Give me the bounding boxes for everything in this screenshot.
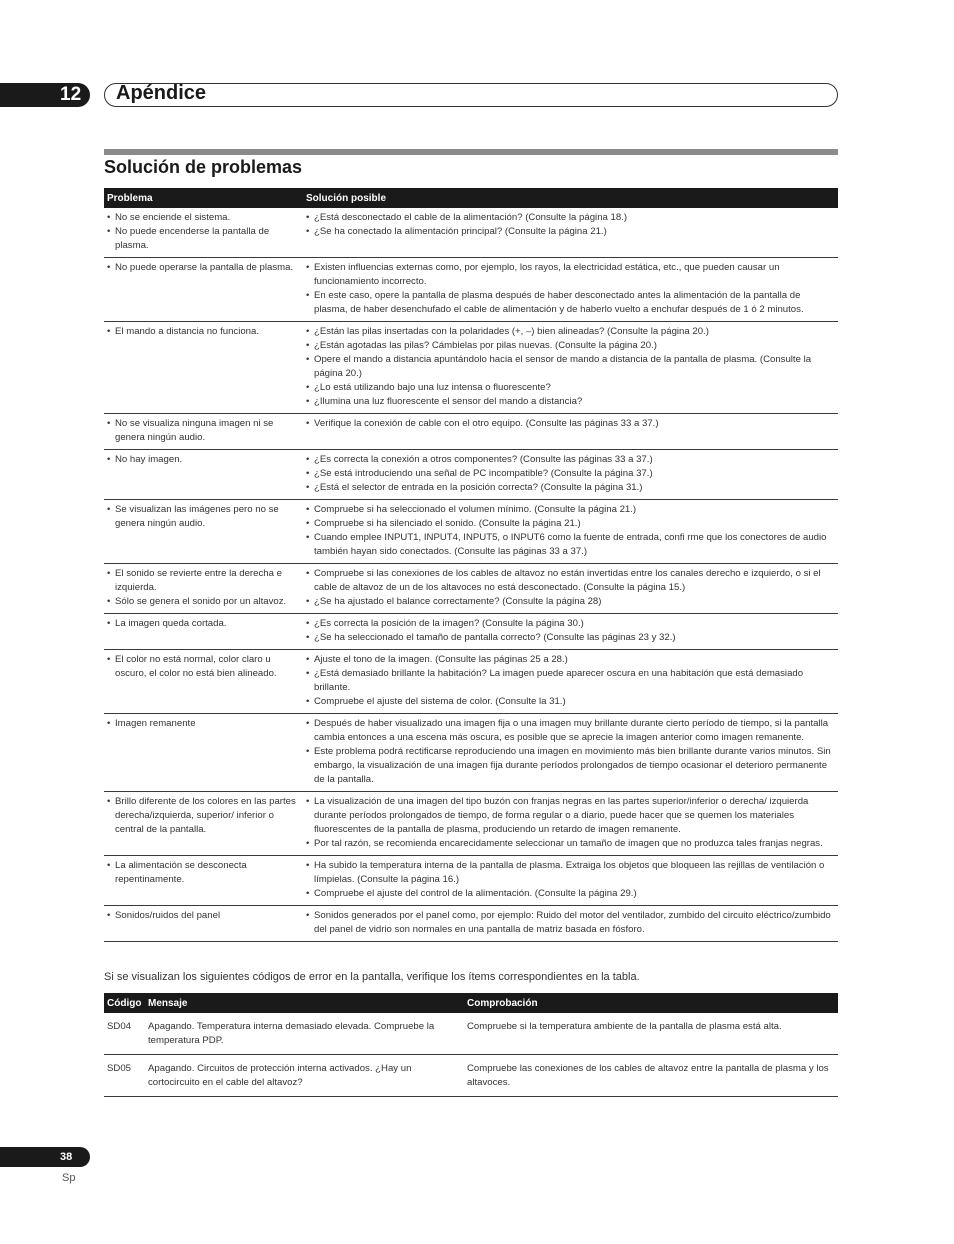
table-row xyxy=(104,792,838,856)
section-title: Solución de problemas xyxy=(104,157,303,177)
problem-item: • No puede encenderse la pantalla de plasma. xyxy=(107,225,300,253)
problem-cell xyxy=(104,322,303,414)
table-row xyxy=(104,500,838,564)
solution-list xyxy=(306,503,835,559)
problem-cell xyxy=(104,414,303,450)
error-codes-table xyxy=(104,993,838,1097)
solution-item: • Ha subido la temperatura interna de la pantalla de plasma. Extraiga los objetos que bloqueen las rejillas de ventilación o límpielas. (Consulte la página 16.) xyxy=(306,859,835,887)
solution-list xyxy=(306,417,835,431)
problem-list xyxy=(107,325,300,339)
problem-cell xyxy=(104,792,303,856)
table-row xyxy=(104,1013,838,1055)
solution-cell xyxy=(303,614,838,650)
solution-item: • ¿Es correcta la conexión a otros componentes? (Consulte las páginas 33 a 37.) xyxy=(306,453,835,467)
solution-list xyxy=(306,261,835,317)
column-header-solution: Solución posible xyxy=(303,188,838,208)
solution-item: • Por tal razón, se recomienda encarecidamente seleccionar un tamaño de imagen que no produzca tales franjas negras. xyxy=(306,837,835,851)
problem-cell xyxy=(104,856,303,906)
table-row xyxy=(104,906,838,942)
table-row xyxy=(104,650,838,714)
solution-item: • En este caso, opere la pantalla de plasma después de haber desconectado antes la alimentación de la pantalla de plasma, de haber desenchufado el cable de alimentación y de haberlo vuelto a enchufar después de 1 ó 2 minutos. xyxy=(306,289,835,317)
problem-list xyxy=(107,795,300,837)
problem-cell xyxy=(104,906,303,942)
solution-item: • Este problema podrá rectificarse reproduciendo una imagen en movimiento más bien brillante durante varios minutos. Sin embargo, la visualización de una imagen fija durante períodos prolongados de tiempo ocasionar el deterioro permanente de la pantalla. xyxy=(306,745,835,787)
problem-list xyxy=(107,717,300,731)
solution-item: • Ajuste el tono de la imagen. (Consulte las páginas 25 a 28.) xyxy=(306,653,835,667)
problem-list xyxy=(107,417,300,445)
problem-item: • Brillo diferente de los colores en las partes derecha/izquierda, superior/ inferior o central de la pantalla. xyxy=(107,795,300,837)
solution-list xyxy=(306,795,835,851)
solution-item: • Verifique la conexión de cable con el otro equipo. (Consulte las páginas 33 a 37.) xyxy=(306,417,835,431)
problem-item: • El mando a distancia no funciona. xyxy=(107,325,300,339)
problem-cell xyxy=(104,450,303,500)
error-codes-intro: Si se visualizan los siguientes códigos de error en la pantalla, verifique los ítems correspondientes en la tabla. xyxy=(104,971,640,983)
chapter-title: Apéndice xyxy=(116,82,207,104)
table-row xyxy=(104,450,838,500)
solution-list xyxy=(306,617,835,645)
problem-item: • No se enciende el sistema. xyxy=(107,211,300,225)
problem-item: • Sólo se genera el sonido por un altavoz. xyxy=(107,595,300,609)
solution-item: • Cuando emplee INPUT1, INPUT4, INPUT5, o INPUT6 como la fuente de entrada, confi rme que los conectores de audio también hayan sido conectados. (Consulte las páginas 33 a 37.) xyxy=(306,531,835,559)
problem-list xyxy=(107,211,300,253)
table-header-row xyxy=(104,188,838,208)
solution-item: • ¿Está desconectado el cable de la alimentación? (Consulte la página 18.) xyxy=(306,211,835,225)
solution-cell xyxy=(303,322,838,414)
table-header-row xyxy=(104,993,838,1013)
solution-item: • Sonidos generados por el panel como, por ejemplo: Ruido del motor del ventilador, zumbido del circuito eléctrico/zumbido del panel de vidrio son normales en una pantalla de matriz basada en fósforo. xyxy=(306,909,835,937)
error-check-cell: Compruebe si la temperatura ambiente de la pantalla de plasma está alta. xyxy=(464,1013,838,1055)
problem-item: • El sonido se revierte entre la derecha e izquierda. xyxy=(107,567,300,595)
problem-list xyxy=(107,653,300,681)
solution-cell xyxy=(303,414,838,450)
table-row xyxy=(104,856,838,906)
solution-item: • ¿Se ha ajustado el balance correctamente? (Consulte la página 28) xyxy=(306,595,835,609)
solution-cell xyxy=(303,856,838,906)
problem-cell xyxy=(104,650,303,714)
solution-list xyxy=(306,567,835,609)
solution-item: • La visualización de una imagen del tipo buzón con franjas negras en las partes superior/inferior o derecha/ izquierda durante períodos prolongados de tiempo, de forma regular o a diario, puede hacer que se quemen los materiales fluorescentes de la pantalla de plasma, produciendo un retardo de imagen remanente. xyxy=(306,795,835,837)
problem-list xyxy=(107,567,300,609)
page-number: 38 xyxy=(60,1151,73,1163)
table-row xyxy=(104,564,838,614)
table-row xyxy=(104,1055,838,1097)
error-message-cell: Apagando. Circuitos de protección interna activados. ¿Hay un cortocircuito en el cable del altavoz? xyxy=(145,1055,464,1097)
solution-list xyxy=(306,453,835,495)
solution-item: • ¿Ilumina una luz fluorescente el sensor del mando a distancia? xyxy=(306,395,835,409)
problem-cell xyxy=(104,208,303,258)
solution-item: • Opere el mando a distancia apuntándolo hacia el sensor de mando a distancia de la pantalla de plasma. (Consulte la página 20.) xyxy=(306,353,835,381)
solution-cell xyxy=(303,258,838,322)
problem-item: • No puede operarse la pantalla de plasma. xyxy=(107,261,300,275)
problem-list xyxy=(107,617,300,631)
problem-item: • El color no está normal, color claro u oscuro, el color no está bien alineado. xyxy=(107,653,300,681)
column-header-problem: Problema xyxy=(104,188,303,208)
problem-item: • La alimentación se desconecta repentinamente. xyxy=(107,859,300,887)
solution-item: • Compruebe si las conexiones de los cables de altavoz no están invertidas entre los canales derecho e izquierdo, o si el cable de altavoz de un de los altavoces no está desconectado. (Consulte la página 15.) xyxy=(306,567,835,595)
solution-item: • Compruebe si ha seleccionado el volumen mínimo. (Consulte la página 21.) xyxy=(306,503,835,517)
solution-item: • Compruebe si ha silenciado el sonido. (Consulte la página 21.) xyxy=(306,517,835,531)
problem-cell xyxy=(104,614,303,650)
solution-list xyxy=(306,653,835,709)
solution-list xyxy=(306,717,835,787)
troubleshooting-table xyxy=(104,188,838,942)
table-row xyxy=(104,614,838,650)
column-header-check: Comprobación xyxy=(464,993,838,1013)
error-code-cell: SD04 xyxy=(104,1013,145,1055)
problem-cell xyxy=(104,714,303,792)
problem-item: • Se visualizan las imágenes pero no se genera ningún audio. xyxy=(107,503,300,531)
solution-item: • Existen influencias externas como, por ejemplo, los rayos, la electricidad estática, etc., que pueden causar un funcionamiento incorrecto. xyxy=(306,261,835,289)
page-language: Sp xyxy=(62,1172,76,1184)
solution-list xyxy=(306,909,835,937)
solution-cell xyxy=(303,906,838,942)
solution-item: • ¿Está el selector de entrada en la posición correcta? (Consulte la página 31.) xyxy=(306,481,835,495)
solution-item: • ¿Están las pilas insertadas con la polaridades (+, –) bien alineadas? (Consulte la página 20.) xyxy=(306,325,835,339)
problem-list xyxy=(107,503,300,531)
solution-cell xyxy=(303,650,838,714)
solution-item: • ¿Se ha seleccionado el tamaño de pantalla correcto? (Consulte las páginas 23 y 32.) xyxy=(306,631,835,645)
solution-cell xyxy=(303,450,838,500)
solution-item: • Después de haber visualizado una imagen fija o una imagen muy brillante durante cierto período de tiempo, si la pantalla cambia entonces a una escena más oscura, es posible que se aprecie la imagen anterior como imagen remanente. xyxy=(306,717,835,745)
solution-item: • ¿Se está introduciendo una señal de PC incompatible? (Consulte la página 37.) xyxy=(306,467,835,481)
problem-cell xyxy=(104,564,303,614)
solution-item: • Compruebe el ajuste del control de la alimentación. (Consulte la página 29.) xyxy=(306,887,835,901)
column-header-code: Código xyxy=(104,993,145,1013)
table-row xyxy=(104,258,838,322)
solution-cell xyxy=(303,564,838,614)
solution-list xyxy=(306,859,835,901)
problem-cell xyxy=(104,258,303,322)
solution-list xyxy=(306,325,835,409)
solution-list xyxy=(306,211,835,239)
solution-item: • ¿Lo está utilizando bajo una luz intensa o fluorescente? xyxy=(306,381,835,395)
problem-item: • Sonidos/ruidos del panel xyxy=(107,909,300,923)
problem-cell xyxy=(104,500,303,564)
solution-cell xyxy=(303,500,838,564)
problem-item: • No hay imagen. xyxy=(107,453,300,467)
solution-item: • ¿Están agotadas las pilas? Cámbielas por pilas nuevas. (Consulte la página 20.) xyxy=(306,339,835,353)
solution-item: • Compruebe el ajuste del sistema de color. (Consulte la 31.) xyxy=(306,695,835,709)
solution-item: • ¿Es correcta la posición de la imagen? (Consulte la página 30.) xyxy=(306,617,835,631)
problem-item: • La imagen queda cortada. xyxy=(107,617,300,631)
column-header-message: Mensaje xyxy=(145,993,464,1013)
table-row xyxy=(104,208,838,258)
solution-item: • ¿Se ha conectado la alimentación principal? (Consulte la página 21.) xyxy=(306,225,835,239)
table-row xyxy=(104,414,838,450)
error-message-cell: Apagando. Temperatura interna demasiado elevada. Compruebe la temperatura PDP. xyxy=(145,1013,464,1055)
page-number-badge xyxy=(0,1147,90,1167)
chapter-number: 12 xyxy=(60,84,82,105)
solution-cell xyxy=(303,792,838,856)
problem-list xyxy=(107,909,300,923)
error-code-cell: SD05 xyxy=(104,1055,145,1097)
error-check-cell: Compruebe las conexiones de los cables de altavoz entre la pantalla de plasma y los altavoces. xyxy=(464,1055,838,1097)
table-row xyxy=(104,714,838,792)
solution-cell xyxy=(303,714,838,792)
problem-list xyxy=(107,453,300,467)
problem-item: • Imagen remanente xyxy=(107,717,300,731)
problem-item: • No se visualiza ninguna imagen ni se genera ningún audio. xyxy=(107,417,300,445)
table-row xyxy=(104,322,838,414)
problem-list xyxy=(107,261,300,275)
chapter-title-frame xyxy=(104,83,838,107)
solution-cell xyxy=(303,208,838,258)
solution-item: • ¿Está demasiado brillante la habitación? La imagen puede aparecer oscura en una habitación que está demasiado brillante. xyxy=(306,667,835,695)
problem-list xyxy=(107,859,300,887)
